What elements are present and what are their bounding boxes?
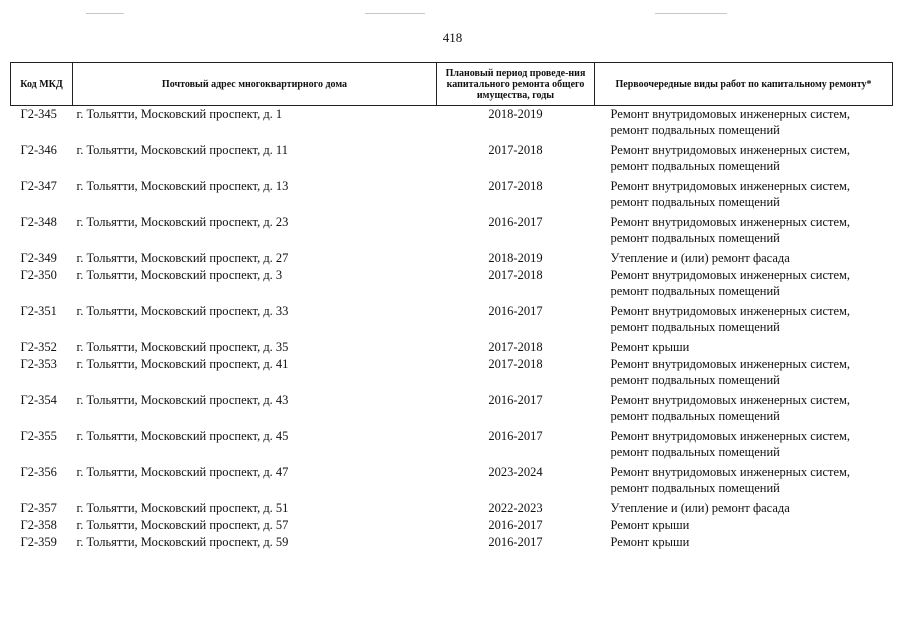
- cell-works: [595, 106, 893, 143]
- cell-address: г. Тольятти, Московский проспект, д. 47: [76, 465, 289, 479]
- cell-code: Г2-355: [20, 429, 57, 443]
- works-line: ремонт подвальных помещений: [610, 481, 780, 495]
- cell-works: [595, 392, 893, 428]
- table-row: [11, 534, 893, 551]
- works-line: Ремонт внутридомовых инженерных систем,: [610, 143, 851, 157]
- cell-address: г. Тольятти, Московский проспект, д. 1: [76, 107, 283, 121]
- works-line: Ремонт крыши: [610, 535, 690, 549]
- works-line: Ремонт внутридомовых инженерных систем,: [610, 357, 851, 371]
- capital-repair-table: [10, 62, 893, 551]
- works-line: ремонт подвальных помещений: [610, 159, 780, 173]
- cell-code: Г2-348: [20, 215, 57, 229]
- cell-works: [595, 356, 893, 392]
- works-line: ремонт подвальных помещений: [610, 373, 780, 387]
- cell-address: г. Тольятти, Московский проспект, д. 43: [76, 393, 289, 407]
- cell-works: [595, 303, 893, 339]
- cell-period: 2016-2017: [488, 215, 543, 229]
- cell-address: г. Тольятти, Московский проспект, д. 13: [76, 179, 289, 193]
- scan-artifact: [86, 13, 124, 14]
- cell-period: 2022-2023: [488, 501, 543, 515]
- cell-address: г. Тольятти, Московский проспект, д. 59: [76, 535, 289, 549]
- works-line: Утепление и (или) ремонт фасада: [610, 501, 790, 515]
- works-line: Утепление и (или) ремонт фасада: [610, 251, 790, 265]
- cell-period: 2018-2019: [488, 251, 543, 265]
- works-line: ремонт подвальных помещений: [610, 231, 780, 245]
- cell-code: Г2-358: [20, 518, 57, 532]
- works-line: Ремонт внутридомовых инженерных систем,: [610, 179, 851, 193]
- works-line: Ремонт крыши: [610, 518, 690, 532]
- page-number: 418: [442, 30, 463, 45]
- table-row: [11, 142, 893, 178]
- scan-artifact: [365, 13, 425, 14]
- cell-code: Г2-354: [20, 393, 57, 407]
- cell-works: [595, 142, 893, 178]
- table-row: [11, 392, 893, 428]
- cell-period: 2023-2024: [488, 465, 543, 479]
- header-address: Почтовый адрес многоквартирного дома: [73, 63, 437, 106]
- table-row: [11, 464, 893, 500]
- cell-period: 2016-2017: [488, 518, 543, 532]
- cell-address: г. Тольятти, Московский проспект, д. 3: [76, 268, 283, 282]
- cell-works: [595, 500, 893, 517]
- cell-address: г. Тольятти, Московский проспект, д. 23: [76, 215, 289, 229]
- cell-address: г. Тольятти, Московский проспект, д. 45: [76, 429, 289, 443]
- cell-code: Г2-350: [20, 268, 57, 282]
- works-line: Ремонт внутридомовых инженерных систем,: [610, 393, 851, 407]
- cell-address: г. Тольятти, Московский проспект, д. 33: [76, 304, 289, 318]
- works-line: ремонт подвальных помещений: [610, 284, 780, 298]
- cell-period: 2016-2017: [488, 535, 543, 549]
- cell-code: Г2-345: [20, 107, 57, 121]
- cell-address: г. Тольятти, Московский проспект, д. 57: [76, 518, 289, 532]
- table-row: [11, 500, 893, 517]
- scan-artifact: [655, 13, 727, 14]
- cell-address: г. Тольятти, Московский проспект, д. 35: [76, 340, 289, 354]
- works-line: ремонт подвальных помещений: [610, 445, 780, 459]
- works-line: Ремонт внутридомовых инженерных систем,: [610, 268, 851, 282]
- table-row: [11, 267, 893, 303]
- table-body: [11, 106, 893, 552]
- header-period: Плановый период проведе-ния капитального ремонта общего имущества, годы: [437, 63, 595, 106]
- works-line: Ремонт внутридомовых инженерных систем,: [610, 304, 851, 318]
- cell-code: Г2-352: [20, 340, 57, 354]
- cell-period: 2017-2018: [488, 340, 543, 354]
- cell-works: [595, 534, 893, 551]
- cell-address: г. Тольятти, Московский проспект, д. 27: [76, 251, 289, 265]
- cell-period: 2017-2018: [488, 179, 543, 193]
- cell-address: г. Тольятти, Московский проспект, д. 11: [76, 143, 288, 157]
- cell-works: [595, 250, 893, 267]
- works-line: ремонт подвальных помещений: [610, 195, 780, 209]
- cell-works: [595, 178, 893, 214]
- table-row: [11, 178, 893, 214]
- works-line: Ремонт внутридомовых инженерных систем,: [610, 429, 851, 443]
- table-row: [11, 303, 893, 339]
- cell-code: Г2-356: [20, 465, 57, 479]
- table-row: [11, 428, 893, 464]
- cell-code: Г2-359: [20, 535, 57, 549]
- cell-period: 2017-2018: [488, 143, 543, 157]
- works-line: Ремонт внутридомовых инженерных систем,: [610, 215, 851, 229]
- works-line: Ремонт внутридомовых инженерных систем,: [610, 465, 851, 479]
- cell-period: 2017-2018: [488, 357, 543, 371]
- cell-code: Г2-357: [20, 501, 57, 515]
- cell-works: [595, 267, 893, 303]
- works-line: ремонт подвальных помещений: [610, 320, 780, 334]
- cell-works: [595, 339, 893, 356]
- cell-works: [595, 428, 893, 464]
- cell-works: [595, 464, 893, 500]
- cell-works: [595, 214, 893, 250]
- cell-code: Г2-347: [20, 179, 57, 193]
- table-header: [11, 63, 893, 106]
- cell-address: г. Тольятти, Московский проспект, д. 41: [76, 357, 289, 371]
- header-works: Первоочередные виды работ по капитальному ремонту*: [595, 63, 893, 106]
- cell-period: 2016-2017: [488, 393, 543, 407]
- table-row: [11, 106, 893, 143]
- table-row: [11, 356, 893, 392]
- cell-code: Г2-346: [20, 143, 57, 157]
- cell-period: 2018-2019: [488, 107, 543, 121]
- cell-period: 2016-2017: [488, 429, 543, 443]
- cell-code: Г2-349: [20, 251, 57, 265]
- table-row: [11, 517, 893, 534]
- table-row: [11, 214, 893, 250]
- table-row: [11, 250, 893, 267]
- table-row: [11, 339, 893, 356]
- header-code: Код МКД: [11, 63, 73, 106]
- cell-address: г. Тольятти, Московский проспект, д. 51: [76, 501, 289, 515]
- cell-code: Г2-353: [20, 357, 57, 371]
- cell-works: [595, 517, 893, 534]
- cell-code: Г2-351: [20, 304, 57, 318]
- cell-period: 2017-2018: [488, 268, 543, 282]
- works-line: ремонт подвальных помещений: [610, 409, 780, 423]
- works-line: Ремонт крыши: [610, 340, 690, 354]
- cell-period: 2016-2017: [488, 304, 543, 318]
- works-line: ремонт подвальных помещений: [610, 123, 780, 137]
- works-line: Ремонт внутридомовых инженерных систем,: [610, 107, 851, 121]
